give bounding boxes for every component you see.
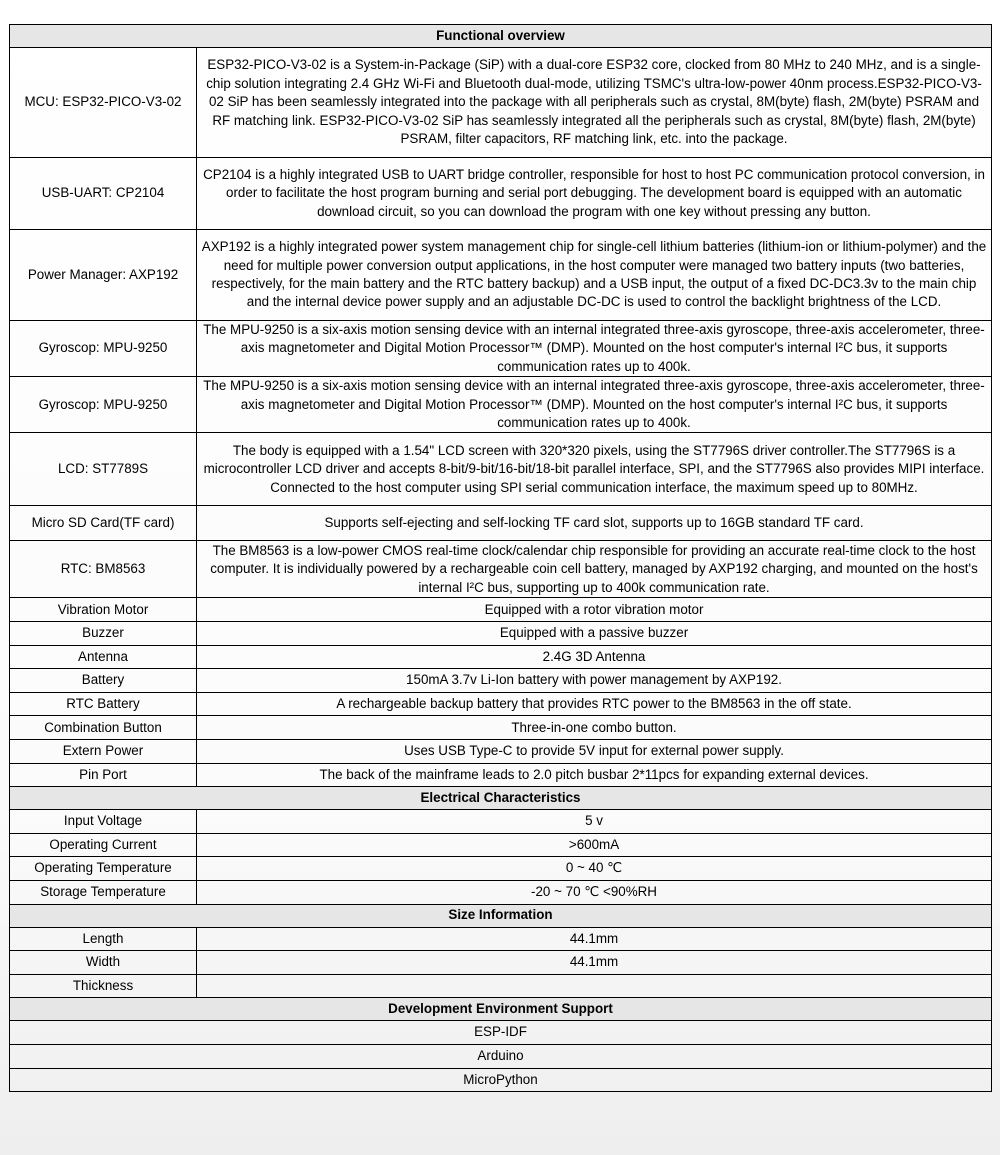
row-description: Supports self-ejecting and self-locking TF card slot, supports up to 16GB standard TF card. xyxy=(197,506,992,541)
table-row xyxy=(10,48,992,158)
table-row xyxy=(10,230,992,321)
row-label: Extern Power xyxy=(10,740,197,764)
table-row xyxy=(10,974,992,998)
table-row xyxy=(10,622,992,646)
row-label: Operating Current xyxy=(10,833,197,857)
section-title-dev: Development Environment Support xyxy=(10,998,992,1021)
dev-env-item: Arduino xyxy=(10,1044,992,1068)
row-label: Width xyxy=(10,951,197,975)
row-description: ESP32-PICO-V3-02 is a System-in-Package (SiP) with a dual-core ESP32 core, clocked from 80 MHz to 240 MHz, and is a single-chip solution integrating 2.4 GHz Wi-Fi and Bluetooth dual-mode, utilizing TSMC's ultra-low-power 40nm process.ESP32-PICO-V3-02 SiP has been seamlessly integrated into the package with all peripherals such as crystal, 8M(byte) flash, 2M(byte) PSRAM and RF matching link. ESP32-PICO-V3-02 SiP has seamlessly integrated all the peripherals such as crystal, 8M(byte) flash, 2M(byte) PSRAM, filter capacitors, RF matching link, etc. into the package. xyxy=(197,48,992,158)
table-row xyxy=(10,321,992,377)
row-description: Equipped with a rotor vibration motor xyxy=(197,598,992,622)
row-value: 0 ~ 40 ℃ xyxy=(197,857,992,881)
row-label: Length xyxy=(10,927,197,951)
row-label: Combination Button xyxy=(10,716,197,740)
row-value: 5 v xyxy=(197,810,992,834)
row-label: LCD: ST7789S xyxy=(10,433,197,506)
table-row xyxy=(10,669,992,693)
row-label: USB-UART: CP2104 xyxy=(10,158,197,230)
table-row xyxy=(10,598,992,622)
table-row xyxy=(10,541,992,598)
table-row xyxy=(10,740,992,764)
row-label: MCU: ESP32-PICO-V3-02 xyxy=(10,48,197,158)
row-label: Operating Temperature xyxy=(10,857,197,881)
table-row xyxy=(10,880,992,904)
row-description: The MPU-9250 is a six-axis motion sensing device with an internal integrated three-axis gyroscope, three-axis accelerometer, three-axis magnetometer and Digital Motion Processor™ (DMP). Mounted on the host computer's internal I²C bus, it supports communication rates up to 400k. xyxy=(197,377,992,433)
row-label: Thickness xyxy=(10,974,197,998)
row-description: A rechargeable backup battery that provides RTC power to the BM8563 in the off state. xyxy=(197,692,992,716)
section-title-size: Size Information xyxy=(10,904,992,927)
table-row xyxy=(10,857,992,881)
row-value: 44.1mm xyxy=(197,927,992,951)
table-row xyxy=(10,433,992,506)
row-value: -20 ~ 70 ℃ <90%RH xyxy=(197,880,992,904)
table-row xyxy=(10,506,992,541)
table-row xyxy=(10,1068,992,1092)
table-row xyxy=(10,951,992,975)
dev-env-item: MicroPython xyxy=(10,1068,992,1092)
row-description: Three-in-one combo button. xyxy=(197,716,992,740)
section-header-row xyxy=(10,787,992,810)
row-label: Vibration Motor xyxy=(10,598,197,622)
table-row xyxy=(10,645,992,669)
row-description: The MPU-9250 is a six-axis motion sensing device with an internal integrated three-axis gyroscope, three-axis accelerometer, three-axis magnetometer and Digital Motion Processor™ (DMP). Mounted on the host computer's internal I²C bus, it supports communication rates up to 400k. xyxy=(197,321,992,377)
row-label: Gyroscop: MPU-9250 xyxy=(10,377,197,433)
row-label: Storage Temperature xyxy=(10,880,197,904)
row-value: >600mA xyxy=(197,833,992,857)
row-description: The BM8563 is a low-power CMOS real-time clock/calendar chip responsible for providing an accurate real-time clock to the host computer. It is individually powered by a rechargeable coin cell battery, managed by AXP192 charging, and mounted on the host's internal I²C bus, supporting up to 400k communication rate. xyxy=(197,541,992,598)
row-description: 150mA 3.7v Li-Ion battery with power management by AXP192. xyxy=(197,669,992,693)
row-label: Gyroscop: MPU-9250 xyxy=(10,321,197,377)
table-row xyxy=(10,763,992,787)
row-label: Micro SD Card(TF card) xyxy=(10,506,197,541)
row-label: Input Voltage xyxy=(10,810,197,834)
row-value xyxy=(197,974,992,998)
row-label: RTC Battery xyxy=(10,692,197,716)
table-row xyxy=(10,377,992,433)
section-header-row xyxy=(10,25,992,48)
section-title-functional: Functional overview xyxy=(10,25,992,48)
section-title-electrical: Electrical Characteristics xyxy=(10,787,992,810)
row-value: 44.1mm xyxy=(197,951,992,975)
row-description: AXP192 is a highly integrated power system management chip for single-cell lithium batteries (lithium-ion or lithium-polymer) and the need for multiple power conversion output applications, in the host computer were managed two battery inputs (two batteries, respectively, for the main battery and the RTC battery backup) and a USB input, the output of a fixed DC-DC3.3v to the main chip and the internal device power supply and an adjustable DC-DC is used to control the backlight brightness of the LCD. xyxy=(197,230,992,321)
spec-table xyxy=(9,24,992,1092)
row-description: CP2104 is a highly integrated USB to UART bridge controller, responsible for host to host PC communication protocol conversion, in order to facilitate the host program burning and serial port debugging. The development board is equipped with an automatic download circuit, so you can download the program with one key without pressing any button. xyxy=(197,158,992,230)
table-row xyxy=(10,927,992,951)
row-description: The body is equipped with a 1.54" LCD screen with 320*320 pixels, using the ST7796S driver controller.The ST7796S is a microcontroller LCD driver and accepts 8-bit/9-bit/16-bit/18-bit parallel interface, SPI, and the ST7796S also provides MIPI interface. Connected to the host computer using SPI serial communication interface, the maximum speed up to 80MHz. xyxy=(197,433,992,506)
section-header-row xyxy=(10,998,992,1021)
table-row xyxy=(10,158,992,230)
row-label: Battery xyxy=(10,669,197,693)
row-description: Equipped with a passive buzzer xyxy=(197,622,992,646)
row-label: Power Manager: AXP192 xyxy=(10,230,197,321)
row-label: RTC: BM8563 xyxy=(10,541,197,598)
row-description: The back of the mainframe leads to 2.0 pitch busbar 2*11pcs for expanding external devices. xyxy=(197,763,992,787)
table-row xyxy=(10,692,992,716)
dev-env-item: ESP-IDF xyxy=(10,1021,992,1045)
row-description: 2.4G 3D Antenna xyxy=(197,645,992,669)
table-row xyxy=(10,1021,992,1045)
table-row xyxy=(10,833,992,857)
table-row xyxy=(10,716,992,740)
table-row xyxy=(10,810,992,834)
row-label: Antenna xyxy=(10,645,197,669)
row-description: Uses USB Type-C to provide 5V input for external power supply. xyxy=(197,740,992,764)
table-row xyxy=(10,1044,992,1068)
row-label: Buzzer xyxy=(10,622,197,646)
row-label: Pin Port xyxy=(10,763,197,787)
section-header-row xyxy=(10,904,992,927)
